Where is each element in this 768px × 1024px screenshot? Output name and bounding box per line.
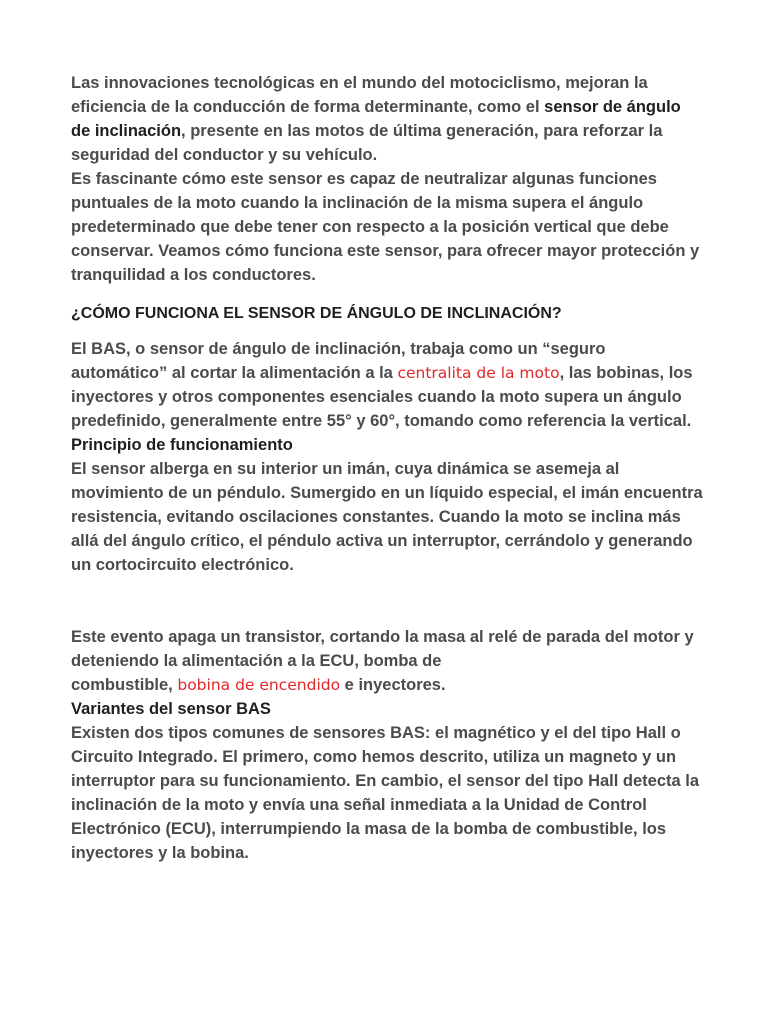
section2-paragraph-2: Existen dos tipos comunes de sensores BAS: el magnético y el del tipo Hall o Circuito Integrado. El primero, como hemos descrito, utiliza un magneto y un interruptor para su funcionamiento. En cambio, el sensor del tipo Hall detecta la inclinación de la moto y envía una señal inmediata a la Unidad de Control Electrónico (ECU), interrumpiendo la masa de la bomba de combustible, los inyectores y la bobina. [71,724,700,862]
section1-paragraph [71,337,703,433]
section2-paragraph [71,625,703,697]
section-heading: ¿CÓMO FUNCIONA EL SENSOR DE ÁNGULO DE INCLINACIÓN? [71,305,562,322]
intro-text-start: Las innovaciones tecnológicas en el mundo del motociclismo, mejoran la eficiencia de la conducción de forma determinante, como el [71,74,648,116]
intro-emphasis: sensor de ángulo de inclinación [71,98,681,140]
section2-text-end: e inyectores. [340,676,446,694]
spacer [71,287,703,302]
spacer [71,326,703,337]
spacer [71,577,703,625]
section2-text-line1: Este evento apaga un transistor, cortando la masa al relé de parada del motor y deteniendo la alimentación a la ECU, bomba de [71,628,694,670]
section1-paragraph-2: El sensor alberga en su interior un imán, cuya dinámica se asemeja al movimiento de un péndulo. Sumergido en un líquido especial, el imán encuentra resistencia, evitando oscilaciones constantes. Cuando la moto se inclina más allá del ángulo crítico, el péndulo activa un interruptor, cerrándolo y generando un cortocircuito electrónico. [71,460,703,574]
section1-text-end: , las bobinas, los inyectores y otros componentes esenciales cuando la moto supera un ángulo predefinido, generalmente entre 55° y 60°, tomando como referencia la vertical. [71,364,693,430]
section1-subheading: Principio de funcionamiento [71,436,293,454]
section2-text-start: combustible, [71,676,178,694]
section1-text-start: El BAS, o sensor de ángulo de inclinación, trabaja como un “seguro automático” al cortar la alimentación a la [71,340,606,382]
intro-paragraph-2: Es fascinante cómo este sensor es capaz de neutralizar algunas funciones puntuales de la moto cuando la inclinación de la misma supera el ángulo predeterminado que debe tener con respecto a la posición vertical que debe conservar. Veamos cómo funciona este sensor, para ofrecer mayor protección y tranquilidad a los conductores. [71,170,700,284]
centralita-link[interactable]: centralita de la moto [397,364,560,382]
section2-subheading: Variantes del sensor BAS [71,700,271,718]
document-page [71,71,703,865]
intro-paragraph [71,71,703,167]
intro-text-end: , presente en las motos de última generación, para reforzar la seguridad del conductor y su vehículo. [71,122,663,164]
bobina-link[interactable]: bobina de encendido [177,676,341,694]
